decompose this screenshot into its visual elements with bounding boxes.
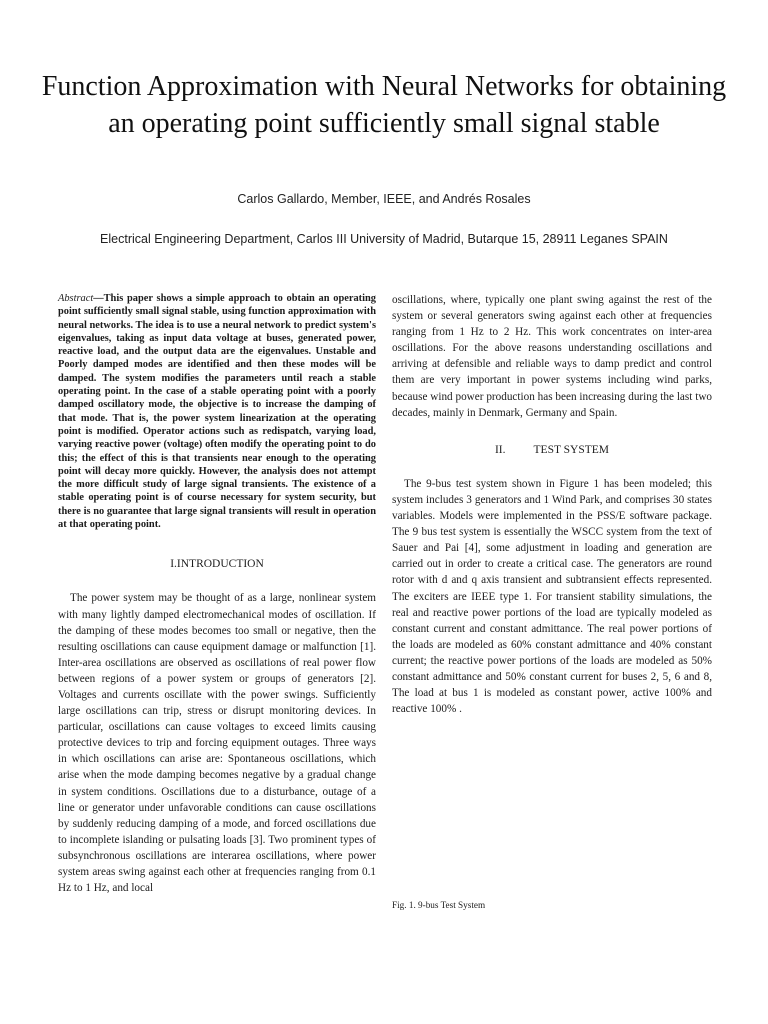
intro-continuation: oscillations, where, typically one plant swing against the rest of the system or several generators swing against each other at frequencies ranging from 1 Hz to 2 Hz. This work concentrates on inter-area oscillations. For the above reasons understanding oscillations and arriving at defensible and reliable ways to damp predict and control them are very important in power systems including wind parks, because wind power production has been increasing during the last two decades, mainly in Denmark, Germany and Spain. [392,294,712,419]
test-system-body: The 9-bus test system shown in Figure 1 has been modeled; this system includes 3 generators and 1 Wind Park, and comprises 30 states variables. Models were implemented in the PSS/E software package. The 9 bus test system is essentially the WSCC system from the text of Sauer and Pai [4], some adjustment in loading and generation are carried out in order to create a critical case. The generators are round rotor with d and q axis transient and subtransient effects represented. The exciters are IEEE type 1. For transient stability simulations, the real and reactive power portions of the load are typically modeled as constant current and constant admittance. The real power portions of the loads are modeled as 60% constant admittance and 40% constant current; the reactive power portions of the loads are modeled as 50% constant admittance and 50% constant current for buses 2, 5, 6 and 8, The load at bus 1 is modeled as constant power, active 100% and reactive 100% . [392,477,712,716]
abstract-lead: Abstract [58,293,94,304]
section-heading-introduction: I.INTRODUCTION [170,558,264,571]
right-column [392,292,712,717]
paper-title: Function Approximation with Neural Networks for obtaining an operating point sufficiently small signal stable [41,71,727,139]
introduction-body: The power system may be thought of as a large, nonlinear system with many lightly damped electromechanical modes of oscillation. If the damping of these modes becomes too small or negative, then the resulting oscillations can cause equipment damage or malfunction [1]. Inter-area oscillations are observed as oscillations of real power flow between regions of a power system or groups of generators [2]. Voltages and currents oscillate with the power swings. Sufficiently large oscillations can trip, stress or disrupt monitoring devices. In particular, oscillations can cause voltages to exceed limits causing protective devices to trip and forcing equipment outages. Three ways in which oscillations can arise are: Spontaneous oscillations, which arise when the mode damping becomes negative by a gradual change in system conditions. Oscillations due to a disturbance, outage of a line or generator under unfavorable conditions can cause oscillations by suddenly reducing damping of a mode, and forced oscillations due to incomplete islanding or pulsating loads [3]. Two prominent types of subsynchronous oscillations are interarea oscillations, where power system areas swing against each other at frequencies ranging from 0.1 Hz to 1 Hz, and local [58,592,376,895]
left-column [58,292,376,896]
figure-caption: Fig. 1. 9-bus Test System [392,900,486,910]
section-heading-test-system [392,442,712,458]
abstract-body: —This paper shows a simple approach to obtain an operating point sufficiently small signal stable, using function approximation with neural networks. The idea is to use a neural network to predict system's eigenvalues, taking as input data voltage at buses, generated power, reactive load, and the output data are the eigenvalues. Unstable and Poorly damped modes are identified and then these modes will be damped. The system modifies the parameters until reach a stable operating point. In the case of a stable operating point with a poorly damped oscillatory mode, the objective is to increase the damping of that mode. That is, the power system linearization at the operating point is modified. Operator actions such as redispatch, varying load, varying reactive power (voltage) often modify the operating point to do this; the effect of this is that transients near enough to the operating point will decay more quickly. However, the analysis does not attempt the more difficult study of large signal transients. The existence of a stable operating point is of course necessary for system security, but there is no guarantee that large signal transients will result in operation at that operating point. [58,293,376,531]
author-line: Carlos Gallardo, Member, IEEE, and Andrés Rosales [237,192,531,206]
section-number: II. [494,443,506,456]
abstract [58,292,376,531]
affiliation-line: Electrical Engineering Department, Carlos III University of Madrid, Butarque 15, 28911 Leganes SPAIN [100,232,668,246]
section-title: TEST SYSTEM [533,443,610,456]
